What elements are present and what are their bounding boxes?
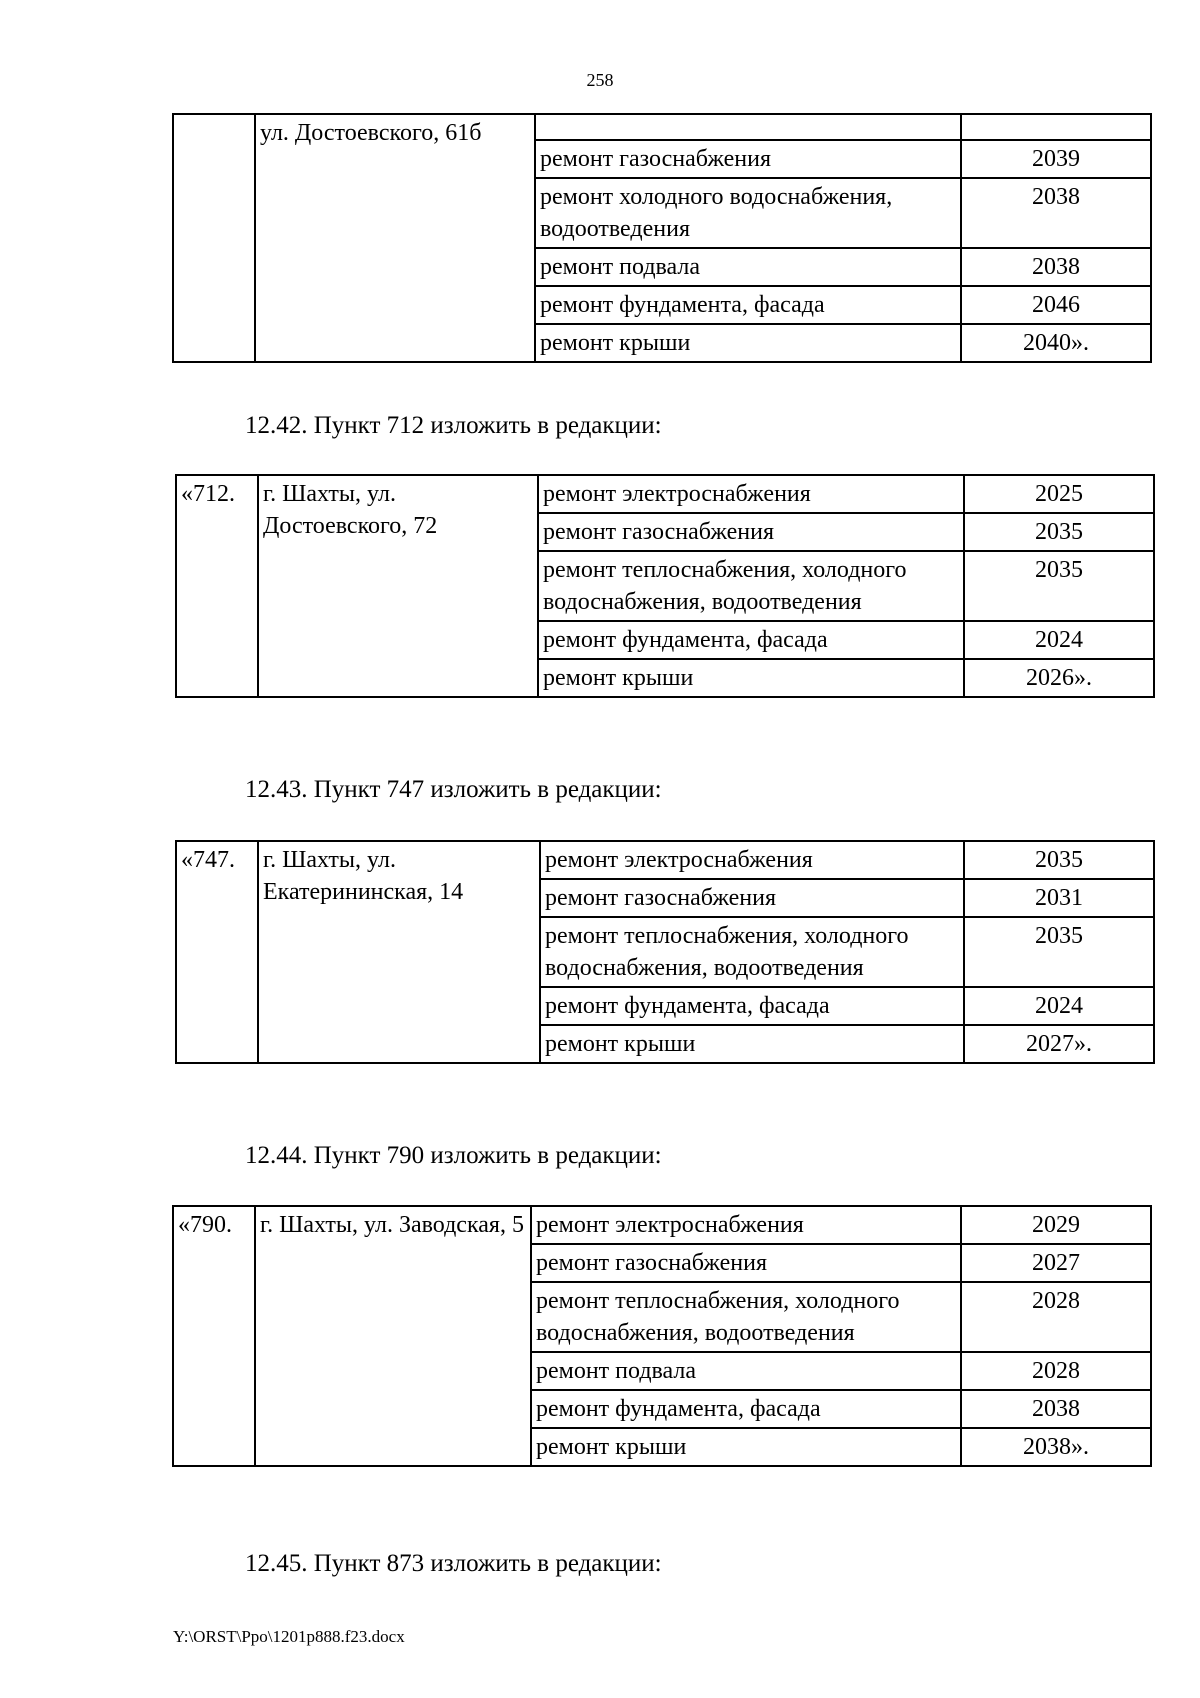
- year-cell: 2035: [964, 551, 1154, 621]
- table-row: [176, 841, 1154, 879]
- year-cell: 2038: [961, 178, 1151, 248]
- year-cell: 2038».: [961, 1428, 1151, 1466]
- year-cell: [961, 114, 1151, 140]
- work-cell: ремонт фундамента, фасада: [538, 621, 964, 659]
- work-cell: ремонт газоснабжения: [531, 1244, 961, 1282]
- work-cell: ремонт газоснабжения: [538, 513, 964, 551]
- year-cell: 2035: [964, 841, 1154, 879]
- work-cell: ремонт теплоснабжения, холодного водоснабжения, водоотведения: [531, 1282, 961, 1352]
- paragraph-12-45: 12.45. Пункт 873 изложить в редакции:: [245, 1550, 662, 1577]
- paragraph-12-42: 12.42. Пункт 712 изложить в редакции:: [245, 412, 662, 439]
- item-number-cell: «712.: [176, 475, 258, 697]
- work-cell: ремонт фундамента, фасада: [535, 286, 961, 324]
- work-cell: ремонт газоснабжения: [535, 140, 961, 178]
- year-cell: 2027: [961, 1244, 1151, 1282]
- table-item-712: [175, 474, 1155, 698]
- work-cell: ремонт электроснабжения: [540, 841, 964, 879]
- year-cell: 2024: [964, 621, 1154, 659]
- year-cell: 2035: [964, 917, 1154, 987]
- year-cell: 2038: [961, 1390, 1151, 1428]
- year-cell: 2026».: [964, 659, 1154, 697]
- work-cell: [535, 114, 961, 140]
- year-cell: 2046: [961, 286, 1151, 324]
- address-cell: г. Шахты, ул. Заводская, 5: [255, 1206, 531, 1466]
- address-cell: г. Шахты, ул. Екатерининская, 14: [258, 841, 540, 1063]
- work-cell: ремонт электроснабжения: [531, 1206, 961, 1244]
- work-cell: ремонт газоснабжения: [540, 879, 964, 917]
- work-cell: ремонт крыши: [535, 324, 961, 362]
- year-cell: 2024: [964, 987, 1154, 1025]
- table-item-790: [172, 1205, 1152, 1467]
- year-cell: 2039: [961, 140, 1151, 178]
- paragraph-12-44: 12.44. Пункт 790 изложить в редакции:: [245, 1142, 662, 1169]
- work-cell: ремонт холодного водоснабжения, водоотведения: [535, 178, 961, 248]
- item-number-cell: «747.: [176, 841, 258, 1063]
- year-cell: 2025: [964, 475, 1154, 513]
- table-row: [176, 475, 1154, 513]
- year-cell: 2028: [961, 1352, 1151, 1390]
- year-cell: 2040».: [961, 324, 1151, 362]
- year-cell: 2028: [961, 1282, 1151, 1352]
- item-number-cell: «790.: [173, 1206, 255, 1466]
- address-cell: ул. Достоевского, 61б: [255, 114, 535, 362]
- work-cell: ремонт подвала: [531, 1352, 961, 1390]
- footer-file-path: Y:\ORST\Ppo\1201p888.f23.docx: [173, 1627, 405, 1646]
- year-cell: 2031: [964, 879, 1154, 917]
- work-cell: ремонт фундамента, фасада: [540, 987, 964, 1025]
- year-cell: 2035: [964, 513, 1154, 551]
- work-cell: ремонт электроснабжения: [538, 475, 964, 513]
- work-cell: ремонт теплоснабжения, холодного водоснабжения, водоотведения: [540, 917, 964, 987]
- work-cell: ремонт крыши: [531, 1428, 961, 1466]
- table-row: [173, 114, 1151, 140]
- item-number-cell: [173, 114, 255, 362]
- year-cell: 2038: [961, 248, 1151, 286]
- page-number: 258: [586, 70, 614, 90]
- work-cell: ремонт фундамента, фасада: [531, 1390, 961, 1428]
- table-item-61b: [172, 113, 1152, 363]
- year-cell: 2027».: [964, 1025, 1154, 1063]
- work-cell: ремонт крыши: [538, 659, 964, 697]
- work-cell: ремонт крыши: [540, 1025, 964, 1063]
- work-cell: ремонт подвала: [535, 248, 961, 286]
- table-item-747: [175, 840, 1155, 1064]
- table-row: [173, 1206, 1151, 1244]
- work-cell: ремонт теплоснабжения, холодного водоснабжения, водоотведения: [538, 551, 964, 621]
- year-cell: 2029: [961, 1206, 1151, 1244]
- paragraph-12-43: 12.43. Пункт 747 изложить в редакции:: [245, 776, 662, 803]
- address-cell: г. Шахты, ул. Достоевского, 72: [258, 475, 538, 697]
